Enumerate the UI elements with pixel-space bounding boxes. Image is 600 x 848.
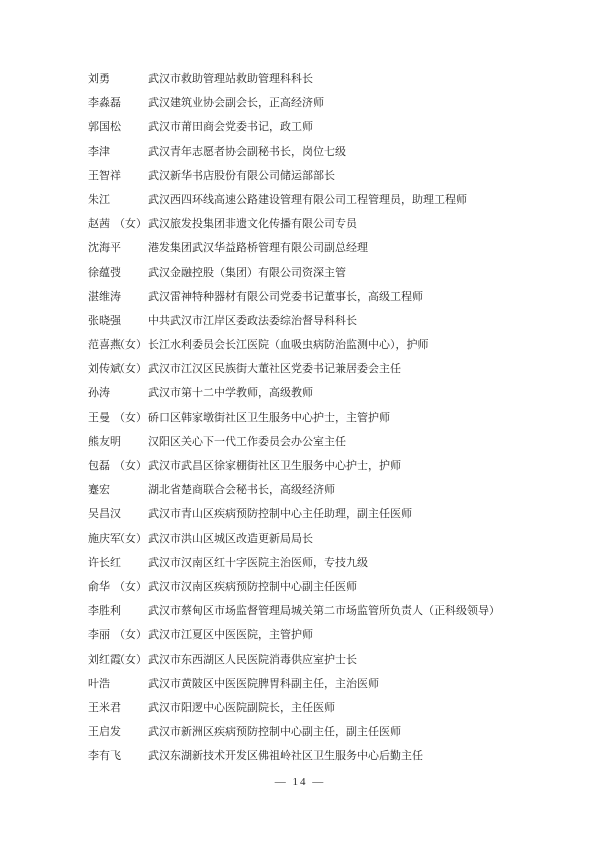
person-title: 武汉新华书店股份有限公司储运部部长 <box>148 169 335 182</box>
person-title: 武汉建筑业协会副会长，正高经济师 <box>148 97 324 110</box>
person-name: 王米君 <box>88 701 121 714</box>
person-title: 港发集团武汉华益路桥管理有限公司副总经理 <box>148 242 368 255</box>
gender-marker: （女） <box>114 653 147 666</box>
person-name: 俞华 <box>88 580 110 593</box>
gender-marker: （女） <box>114 580 147 593</box>
person-name: 李丽 <box>88 629 110 642</box>
list-item <box>88 121 568 145</box>
list-item <box>88 726 568 750</box>
person-title: 武汉市武昌区徐家棚街社区卫生服务中心护士，护师 <box>148 460 401 472</box>
person-title: 武汉市救助管理站救助管理科科长 <box>148 73 313 85</box>
gender-marker: （女） <box>114 629 147 642</box>
person-title: 武汉市青山区疾病预防控制中心主任助理，副主任医师 <box>148 508 412 521</box>
list-item <box>88 436 568 460</box>
person-name: 湛维涛 <box>88 290 121 303</box>
list-item <box>88 146 568 170</box>
person-title: 中共武汉市江岸区委政法委综治督导科科长 <box>148 314 357 327</box>
list-item <box>88 73 568 97</box>
person-name: 王智祥 <box>88 169 121 182</box>
list-item <box>88 242 568 266</box>
person-name: 刘红霞 <box>88 653 121 666</box>
person-title: 武汉市第十二中学教师，高级教师 <box>148 387 313 400</box>
person-name: 郭国松 <box>88 121 121 134</box>
person-name: 包磊 <box>88 460 110 472</box>
person-name: 徐蕴弢 <box>88 266 121 279</box>
person-title: 武汉市莆田商会党委书记，政工师 <box>148 121 313 134</box>
list-item <box>88 339 568 363</box>
person-title: 武汉市江汉区民族街大董社区党委书记兼居委会主任 <box>148 363 401 376</box>
list-item <box>88 750 568 774</box>
list-item <box>88 605 568 629</box>
person-title: 湖北省楚商联合会秘书长，高级经济师 <box>148 484 335 497</box>
list-item <box>88 170 568 194</box>
person-title: 武汉市江夏区中医医院，主管护师 <box>148 629 313 642</box>
list-item <box>88 678 568 702</box>
person-title: 武汉市新洲区疾病预防控制中心副主任，副主任医师 <box>148 726 401 739</box>
person-name: 张晓强 <box>88 314 121 327</box>
person-name: 许长红 <box>88 556 121 569</box>
list-item <box>88 629 568 653</box>
person-title: 武汉雷神特种器材有限公司党委书记董事长，高级工程师 <box>148 290 423 303</box>
person-name: 赵茜 <box>88 218 110 231</box>
person-name: 李胜利 <box>88 605 121 618</box>
list-item <box>88 533 568 557</box>
person-name: 李津 <box>88 145 110 158</box>
person-name: 王启发 <box>88 726 121 739</box>
list-item <box>88 484 568 508</box>
person-name: 施庆军 <box>88 532 121 545</box>
gender-marker: （女） <box>114 218 147 231</box>
list-item <box>88 363 568 387</box>
person-title: 武汉市阳逻中心医院副院长，主任医师 <box>148 701 335 714</box>
person-name: 刘勇 <box>88 73 110 85</box>
person-name: 李有飞 <box>88 750 121 763</box>
person-name: 王曼 <box>88 411 110 424</box>
list-item <box>88 97 568 121</box>
list-item <box>88 267 568 291</box>
list-item <box>88 654 568 678</box>
page-number: — 14 — <box>274 776 326 788</box>
list-item <box>88 557 568 581</box>
person-name: 朱江 <box>88 193 110 206</box>
person-title: 武汉市东西湖区人民医院消毒供应室护士长 <box>148 653 357 666</box>
person-title: 武汉东湖新技术开发区佛祖岭社区卫生服务中心后勤主任 <box>148 750 423 763</box>
person-name: 范喜燕 <box>88 339 121 352</box>
gender-marker: （女） <box>114 339 147 352</box>
person-title: 长江水利委员会长江医院（血吸虫病防治监测中心），护师 <box>148 339 429 352</box>
list-item <box>88 460 568 484</box>
person-title: 武汉西四环线高速公路建设管理有限公司工程管理员，助理工程师 <box>148 193 467 206</box>
person-name: 李淼磊 <box>88 97 121 110</box>
person-title: 武汉旅发投集团非遗文化传播有限公司专员 <box>148 218 357 231</box>
person-name: 刘传斌 <box>88 363 121 376</box>
gender-marker: （女） <box>114 532 147 545</box>
list-item <box>88 581 568 605</box>
person-title: 硚口区韩家墩街社区卫生服务中心护士，主管护师 <box>148 411 390 424</box>
gender-marker: （女） <box>114 460 147 472</box>
person-title: 武汉市汉南区疾病预防控制中心副主任医师 <box>148 580 357 593</box>
person-title: 武汉市黄陂区中医医院脾胃科副主任，主治医师 <box>148 677 379 690</box>
person-name: 沈海平 <box>88 242 121 255</box>
list-item <box>88 194 568 218</box>
person-name: 叶浩 <box>88 677 110 690</box>
person-title: 武汉市洪山区城区改造更新局局长 <box>148 532 313 545</box>
list-item <box>88 218 568 242</box>
person-title: 武汉青年志愿者协会副秘书长，岗位七级 <box>148 145 346 158</box>
person-title: 武汉金融控股（集团）有限公司资深主管 <box>148 266 346 279</box>
person-name: 孙涛 <box>88 387 110 400</box>
list-item <box>88 315 568 339</box>
list-item <box>88 387 568 411</box>
person-title: 汉阳区关心下一代工作委员会办公室主任 <box>148 435 346 448</box>
list-item <box>88 291 568 315</box>
list-item <box>88 412 568 436</box>
gender-marker: （女） <box>114 363 147 376</box>
person-name: 吴昌汉 <box>88 508 121 521</box>
list-item <box>88 702 568 726</box>
person-name: 蹇宏 <box>88 484 110 497</box>
person-title: 武汉市蔡甸区市场监督管理局城关第二市场监管所负责人（正科级领导） <box>148 605 500 618</box>
entry-list <box>88 73 568 774</box>
person-title: 武汉市汉南区红十字医院主治医师，专技九级 <box>148 556 368 569</box>
person-name: 熊友明 <box>88 435 121 448</box>
gender-marker: （女） <box>114 411 147 424</box>
list-item <box>88 508 568 532</box>
